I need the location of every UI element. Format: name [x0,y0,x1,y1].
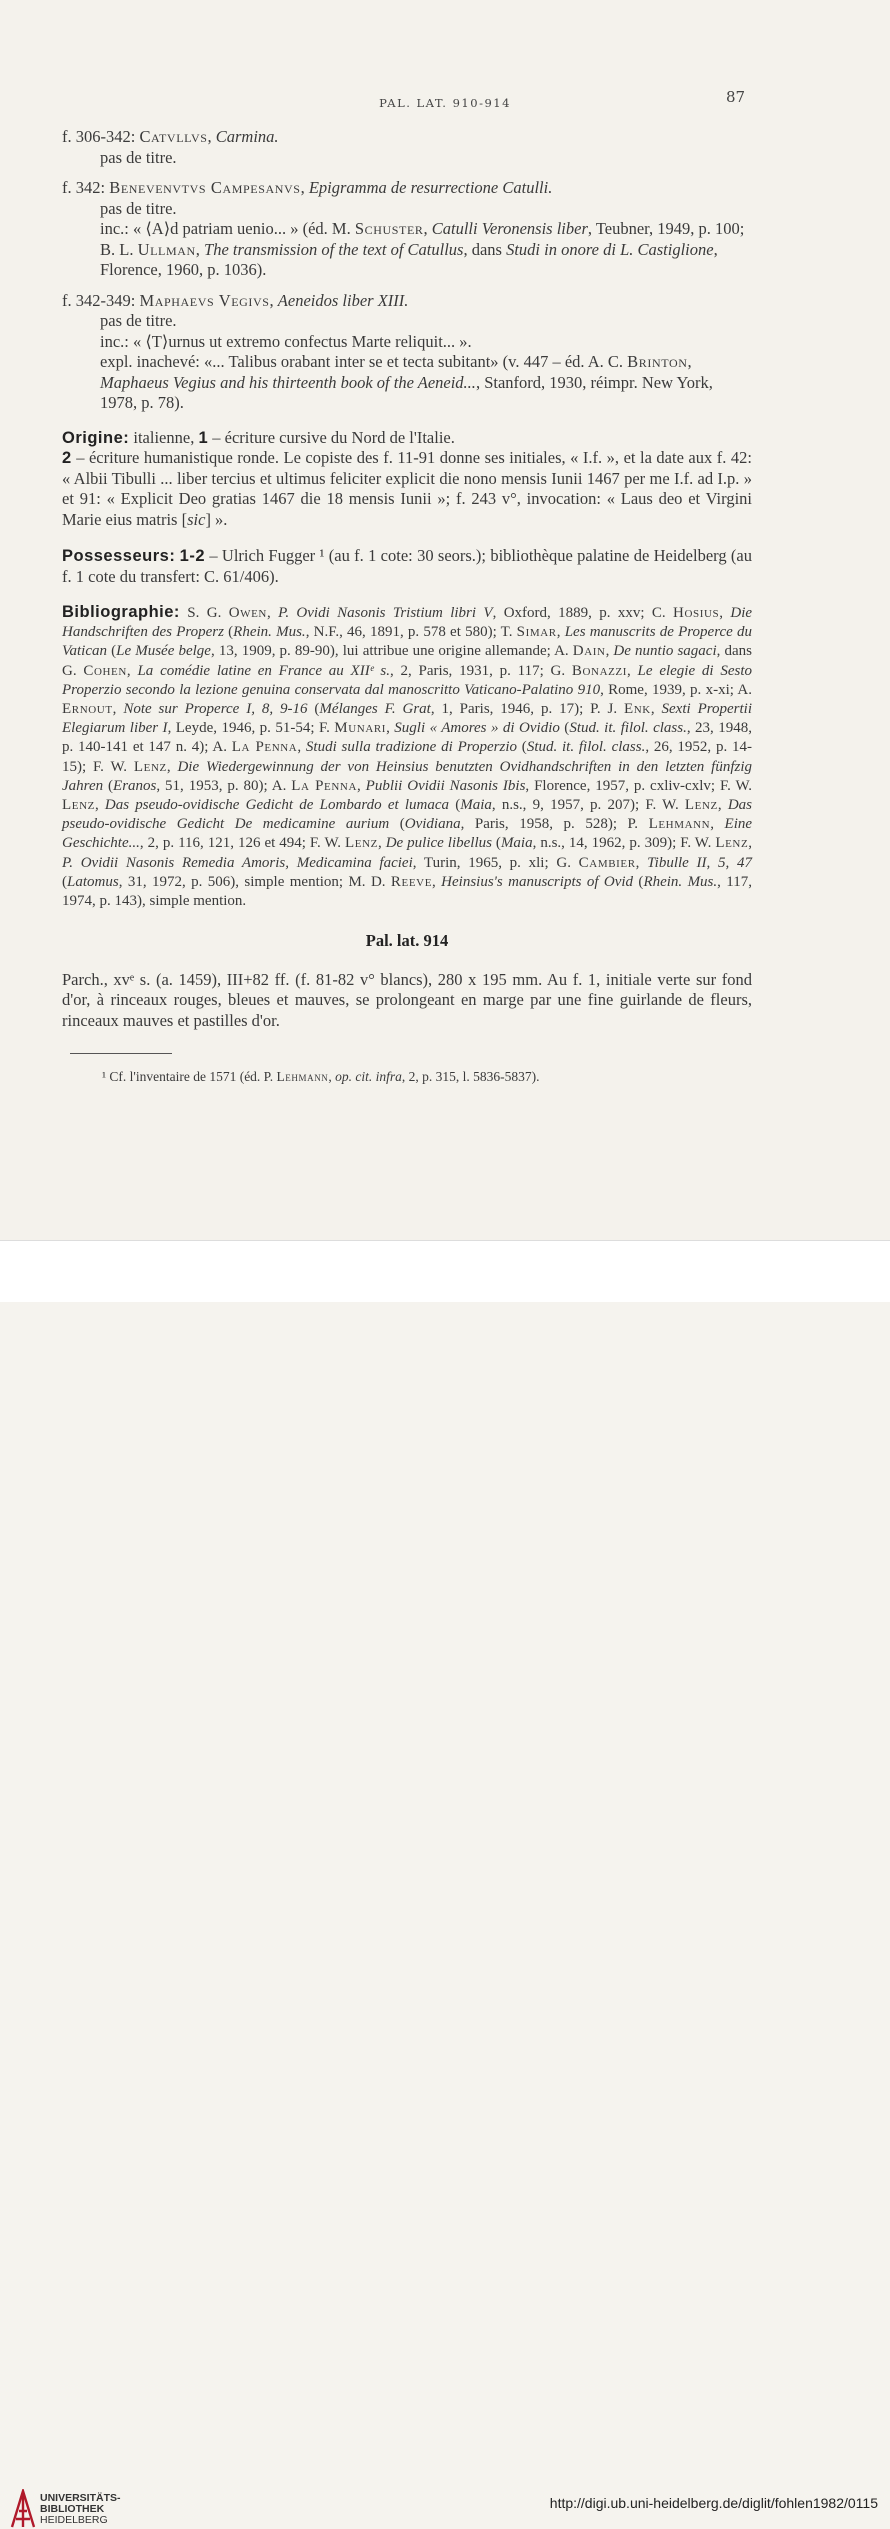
author-name: Catvllvs [139,127,208,146]
explicit: expl. inachevé: «... Talibus orabant inter se et tecta subitant» (v. 447 – éd. A. C. Brinton, Maphaeus Vegius and his thirteenth book of the Aeneid..., Stanford, 1930, réimpr. New York, 1978, p. 78). [100,352,713,412]
cited-title: Le elegie di Sesto Properzio secondo la lezione genuina conservata dal manoscritto Vaticano-Palatino 910 [62,662,753,698]
cited-author: Owen [228,605,267,621]
page-number: 87 [726,88,746,106]
page-content [62,127,752,1098]
entry-catullus [62,127,752,168]
cited-title: Eine Geschichte... [62,816,753,852]
citation-text: , n.s., 9, 1957, p. 207); F. W. [491,797,685,814]
origine-paragraph: Origine: italienne, 1 – écriture cursive du Nord de l'Italie. 2 – écriture humanistique ronde. Le copiste des f. 11-91 donne ses initiales, « I.f. », et la date aux f. 42: « Albii Tibulli ... liber tercius et ultimus feliciter explicit die nono mensis Iunii 1467 per me I.f. ad I.p. » et 91: « Explicit Deo gratias 1467 die 18 mensis Iunii »; f. 243 v°, invocation: « Laus deo et Virgini Marie eius matris [sic] ». [62,427,752,529]
citation-text: , 117, 1974, p. 143), simple mention. [62,873,752,910]
cited-author: La Penna [231,739,298,756]
citation-text: , Leyde, 1946, p. 51-54; F. [167,720,335,737]
citation-text: , [748,835,753,852]
citation-text: , 13, 1909, p. 89-90), lui attribue une origine allemande; A. [210,643,573,660]
work-title: Aeneidos liber XIII. [277,290,409,310]
possesseurs-label: Possesseurs: [62,547,176,565]
permalink-url[interactable]: http://digi.ub.uni-heidelberg.de/diglit/fohlen1982/0115 [549,2495,878,2511]
logo-line: HEIDELBERG [40,2514,108,2526]
citation-text: ( [449,797,461,814]
section-title: Pal. lat. 914 [365,931,449,951]
citation-text: , [112,701,124,718]
citation-text: , 26, 1952, p. 14-15); F. W. [62,739,753,775]
cited-author: Reeve [390,873,433,890]
cited-author: Lenz [715,835,749,852]
cited-title: Tibulle II, 5, 47 [647,854,752,871]
cited-title: Rhein. Mus. [233,624,306,641]
citation-text: , [266,605,279,621]
citation-text: , dans G. [62,643,752,679]
citation-text: , Paris, 1958, p. 528); P. [460,816,649,833]
bibliographie-body [62,605,752,909]
work-title: Epigramma de resurrectione Catulli. [308,178,553,197]
citation-text: , N.F., 46, 1891, p. 578 et 580); T. [305,624,517,641]
separator: , [207,127,216,146]
cited-title: Rhein. Mus. [643,873,718,890]
citation-text: , [556,624,565,641]
cited-title: Heinsius's manuscripts of Ovid [441,873,634,890]
citation-text: , 2, p. 116, 121, 126 et 494; F. W. [139,835,345,852]
cited-title: Sexti Propertii Elegiarum liber I [62,701,753,737]
citation-text: ( [559,720,570,737]
citation-text: , [166,758,178,775]
cited-author: Cohen [83,662,127,679]
citation-text: , Turin, 1965, p. xli; G. [412,854,579,871]
citation-text: , [377,835,386,852]
citation-text: , [386,720,395,737]
citation-text: ( [389,816,405,833]
citation-text: , [650,701,662,718]
cited-title: Stud. it. filol. class. [526,739,646,756]
cited-title: De nuntio sagaci [613,643,717,660]
citation-text: , 51, 1953, p. 80); A. [156,777,292,794]
citation-text: , [635,854,648,871]
author-name: Benevenvtvs Campesanvs [109,178,301,197]
citation-text: ( [103,777,114,794]
citation-text: ( [633,873,644,890]
logo-line: BIBLIOTHEK [40,2503,105,2515]
incipit: inc.: « ⟨T⟩urnus ut extremo confectus Marte reliquit... ». [100,331,472,351]
folio-ref: f. 342-349: [62,290,140,310]
logo-line: UNIVERSITÄTS- [40,2492,121,2504]
cited-author: La Penna [291,777,357,794]
cited-title: Note sur Properce I, 8, 9-16 [123,701,308,718]
cited-author: Lehmann [648,816,711,833]
library-logo-text [40,2493,121,2526]
cited-title: Latomus [67,873,119,890]
citation-text: , [717,797,728,814]
cited-author: Lenz [62,797,95,814]
separator: , [300,178,309,197]
citation-text: ( [491,835,501,852]
cited-author: Lenz [133,758,167,775]
manuscript-description: Parch., xvᵉ s. (a. 1459), III+82 ff. (f. 81-82 v° blancs), 280 x 195 mm. Au f. 1, initiale verte sur fond d'or, à rinceaux rouges, bleues et mauves, se prolongeant en marge par une fine guirlande de fleurs, rinceaux mauves et pastilles d'or. [62,969,752,1030]
citation-text: ( [62,873,67,890]
scanned-page [0,0,890,1240]
citation-text: ( [107,643,117,660]
incipit: inc.: « ⟨A⟩d patriam uenio... » (éd. M. Schuster, Catulli Veronensis liber, Teubner, 1949, p. 100; B. L. Ullman, The transmission of the text of Catullus, dans Studi in onore di L. Castiglione, Florence, 1960, p. 1036). [100,219,745,279]
cited-author: Lenz [684,797,718,814]
folio-ref: f. 342: [62,178,110,197]
entry-note: pas de titre. [100,147,177,167]
citation-text: , [432,873,442,890]
library-footer [0,1240,890,2526]
cited-title: Ovidiana [404,816,461,833]
citation-text: , [94,797,105,814]
entry-vegius [62,291,752,414]
cited-author: Enk [624,701,651,718]
cited-title: De pulice libellus [385,835,492,852]
cited-title: Publii Ovidii Nasonis Ibis [365,777,526,794]
running-head: PAL. LAT. 910-914 [379,96,511,110]
cited-title: Maia [460,797,492,814]
cited-author: Ernout [62,701,113,718]
cited-title: Die Handschriften des Properz [62,605,753,641]
citation-text: , [710,816,725,833]
footnote: ¹ Cf. l'inventaire de 1571 (éd. P. Lehmann, op. cit. infra, 2, p. 315, l. 5836-5837). [102,1068,540,1084]
cited-title: Sugli « Amores » di Ovidio [394,720,560,737]
citation-text: , Rome, 1939, p. x-xi; A. [600,681,752,698]
citation-text: , Oxford, 1889, p. xxv; C. [492,605,674,621]
cited-author: Simar [516,624,557,641]
cited-author: Bonazzi [571,662,628,679]
entry-note: pas de titre. [100,311,177,330]
citation-text: , 23, 1948, p. 140-141 et 147 n. 4); A. [62,720,752,756]
citation-text: , 2, Paris, 1931, p. 117; G. [390,662,572,679]
cited-title: Eranos [113,777,157,794]
entry-note: pas de titre. [100,198,177,218]
citation-text: ( [517,739,527,756]
cited-title: Das pseudo-ovidische Gedicht de Lombardo et lumaca [104,797,450,814]
footnote-rule [70,1053,172,1054]
work-title: Carmina. [215,127,279,146]
cited-author: Lenz [345,835,378,852]
cited-title: Les manuscrits de Properce du Vatican [62,624,752,660]
cited-title: Das pseudo-ovidische Gedicht De medicamine aurium [62,797,752,833]
citation-text: , [719,605,731,621]
origine-label: Origine: [62,428,130,447]
citation-text: , [605,643,614,660]
possesseurs-paragraph: Possesseurs: 1-2 – Ulrich Fugger ¹ (au f. 1 cote: 30 seors.); bibliothèque palatine de Heidelberg (au f. 1 cote du transfert: C. 61/406). [62,546,752,586]
citation-text: , 31, 1972, p. 506), simple mention; M. D. [118,873,391,890]
author-name: Maphaevs Vegivs [139,290,270,310]
library-logo-icon [10,2489,36,2529]
cited-title: Maia [500,835,533,852]
citation-text: , [126,662,138,679]
cited-title: Stud. it. filol. class. [569,720,687,737]
citation-text: , n.s., 14, 1962, p. 309); F. W. [532,835,716,852]
citation-text: , Florence, 1957, p. cxliv-cxlv; F. W. [525,777,753,794]
cited-title: P. Ovidii Nasonis Remedia Amoris, Medicamina faciei [62,854,413,871]
bibliographie-label: Bibliographie: [62,603,180,621]
cited-title: Mélanges F. Grat [319,701,431,718]
cited-title: Le Musée belge [116,643,211,660]
cited-title: Studi sulla tradizione di Properzio [305,739,518,756]
citation-text: , [357,777,366,794]
entry-campesanus [62,178,752,281]
folio-ref: f. 306-342: [62,127,140,146]
bibliographie-paragraph [62,603,752,911]
citation-text: , [297,739,306,756]
cited-author: Hosius [673,605,720,621]
cited-author: Cambier [578,854,636,871]
cited-title: Die Wiedergewinnung der von Heinsius benutzten Ovidhandschriften in den letzten fünfzig Jahren [62,758,752,794]
citation-text: ( [307,701,320,718]
cited-title: P. Ovidi Nasonis Tristium libri V [278,605,493,621]
citation-text: , 1, Paris, 1946, p. 17); P. J. [430,701,624,718]
cited-title: La comédie latine en France au XIIᵉ s. [137,662,390,679]
separator: , [269,290,278,310]
cited-author: Munari [334,720,387,737]
citation-text: , [627,662,638,679]
cited-author: Dain [572,643,606,660]
citation-text: S. G. [179,605,229,621]
citation-text: ( [223,624,234,641]
